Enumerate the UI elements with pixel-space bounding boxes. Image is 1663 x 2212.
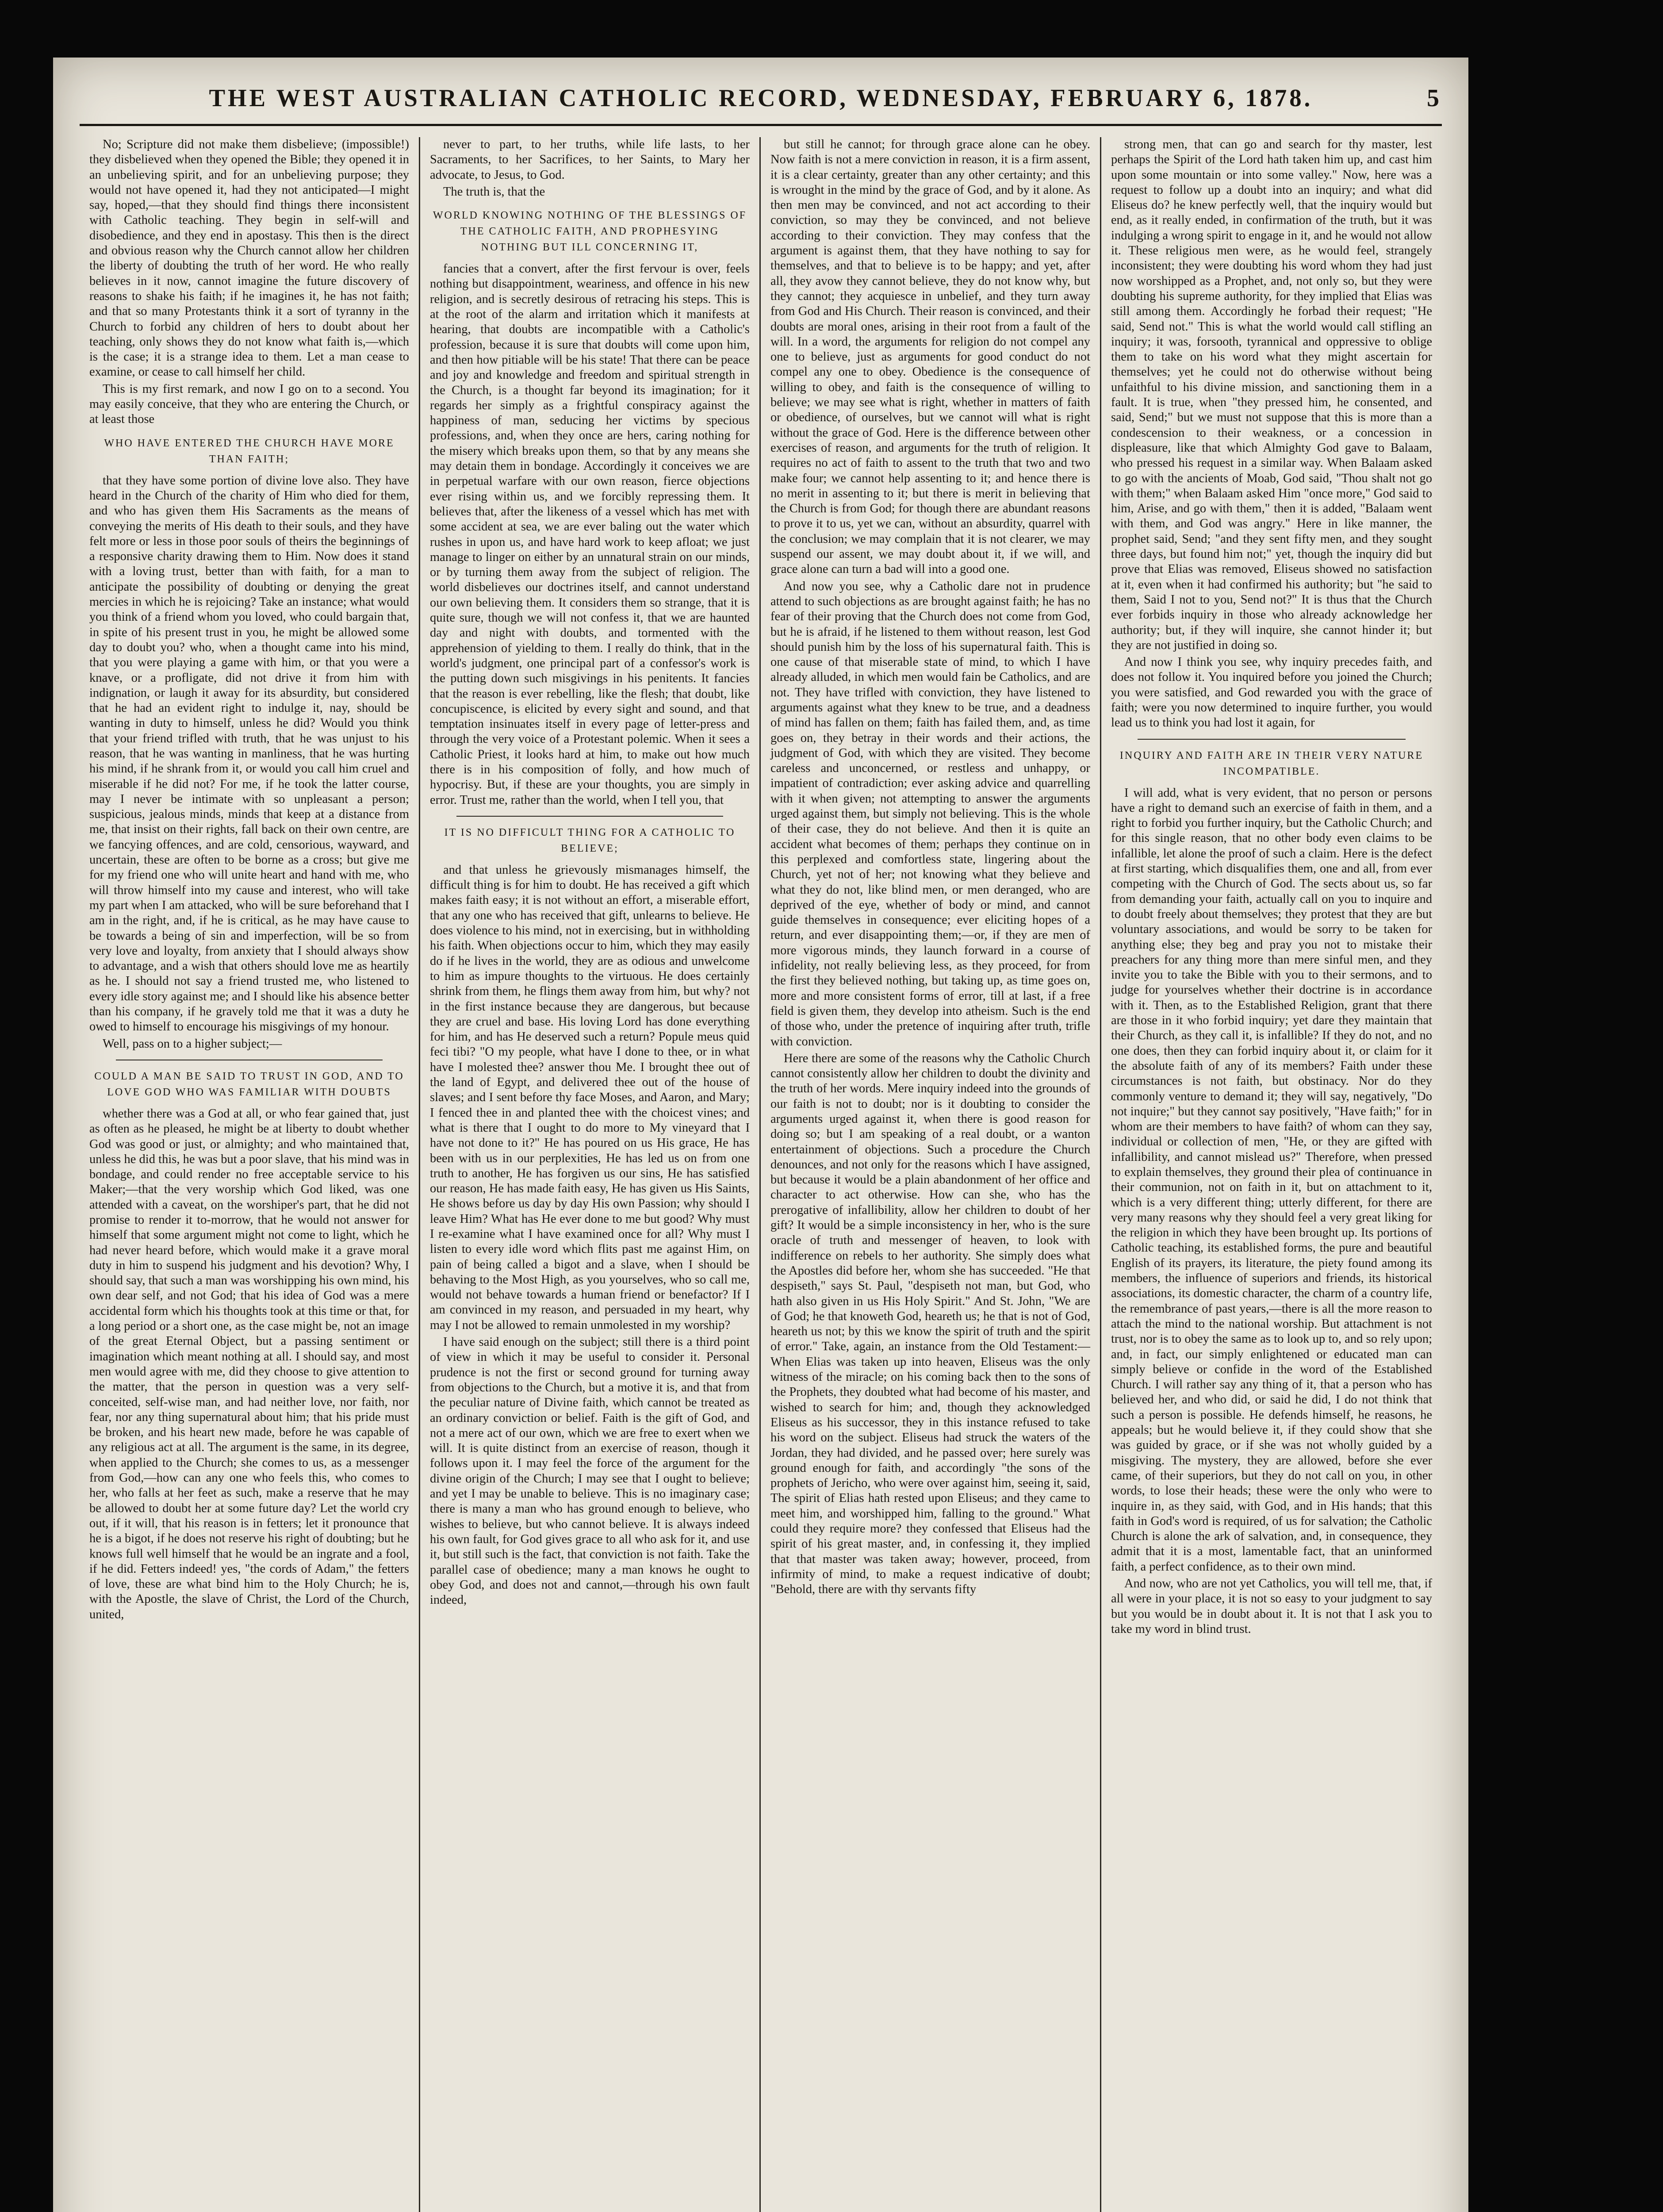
- column-rule: [1138, 739, 1406, 740]
- section-heading: WORLD KNOWING NOTHING OF THE BLESSINGS OF THE CATHOLIC FAITH, AND PROPHESYING NOTHING BUT ILL CONCERNING IT,: [433, 210, 747, 253]
- column-3: [761, 137, 1101, 2212]
- paragraph: The truth is, that the: [443, 184, 545, 199]
- page-number: 5: [1427, 84, 1442, 112]
- paragraph: Here there are some of the reasons why the Catholic Church cannot consistently allow her children to doubt the divinity and the truth of her words. Mere inquiry indeed into the grounds of our faith is not to doubt; nor is it doubting to consider the arguments urged against it, when there is good reason for doing so; but I am speaking of a real doubt, or a wanton entertainment of objections. Such a procedure the Church denounces, and not only for the reasons which I have assigned, but because it would be a plain abandonment of her office and character to act otherwise. How can she, who has the prerogative of infallibility, allow her children to doubt of her gift? It would be a simple inconsistency in her, who is the sure oracle of truth and messenger of heaven, to look with indifference on rebels to her authority. She simply does what the Apostles did before her, whom she has succeeded. "He that despiseth," says St. Paul, "despiseth not man, but God, who hath also given in us His Holy Spirit." And St. John, "We are of God; he that knoweth God, heareth us; he that is not of God, heareth us not; by this we know the spirit of truth and the spirit of error." Take, again, an instance from the Old Testament:—When Elias was taken up into heaven, Eliseus was the only witness of the miracle; on his coming back then to the sons of the Prophets, they doubted what had become of his master, and wished to search for him; and, though they acknowledged Eliseus as his successor, they in this instance refused to take his word on the subject. Eliseus had struck the waters of the Jordan, they had divided, and he passed over; here surely was ground enough for faith, and accordingly "the sons of the prophets of Jericho, who were over against him, seeing it, said, The spirit of Elias hath rested upon Eliseus; and they came to meet him, and worshipped him, falling to the ground." What could they require more? they confessed that Eliseus had the spirit of his great master, and, in confessing it, they implied that that master was taken away; however, proceed, from infirmity of mind, to make a request indicative of doubt; "Behold, there are with thy servants fifty: [770, 1051, 1090, 1597]
- paragraph: I will add, what is very evident, that no person or persons have a right to demand such an exercise of faith in them, and a right to forbid you further inquiry, but the Catholic Church; and for this single reason, that no other body even claims to be infallible, let alone the proof of such a claim. Here is the defect at first starting, which disqualifies them, one and all, from ever competing with the Church of God. The sects about us, so far from demanding your faith, actually call on you to inquire and to doubt freely about themselves; they protest that they are but voluntary associations, and would be sorry to be taken for anything else; they beg and pray you not to mistake their preachers for any thing more than mere sinful men, and they invite you to take the Bible with you to their sermons, and to judge for yourselves whether their doctrine is in accordance with it. Then, as to the Established Religion, grant that there are those in it who forbid inquiry; yet dare they maintain that their Church, as they call it, is infallible? If they do not, and no one does, then they can forbid inquiry about it, or claim for it the absolute faith of any of its members? Faith under these circumstances is not faith, but obstinacy. Nor do they commonly venture to demand it; they will say, negatively, "Do not inquire;" but they cannot say positively, "Have faith;" for in whom are their members to have faith? of whom can they say, individual or collection of men, "He, or they are gifted with infallibility, and cannot mislead us?" Therefore, when pressed to explain themselves, they ground their plea of continuance in their communion, not on faith in it, but on attachment to it, which is a very different thing; utterly different, for there are very many reasons why they should feel a very great liking for the religion in which they have been brought up. Its portions of Catholic teaching, its established forms, the pure and beautiful English of its prayers, its literature, the piety found among its members, the influence of superiors and friends, its historical associations, its domestic character, the charm of a country life, the remembrance of past years,—there is all the more reason to attach the mind to the national worship. But attachment is not trust, nor is to obey the same as to look up to, and so rely upon; and, in fact, our simply enlightened or educated man can simply believe or confide in the word of the Established Church. I will rather say any thing of it, that a person who has believed her, and who did, or said he did, I do not think that such a person is possible. He defends himself, he reasons, he appeals; but he would believe it, if they could show that she was guided by grace, or if she was not wholly guided by a misgiving. The mystery, they are allowed, before she ever came, of their superiors, but they do not call on you, in other words, to lose their heads; these were the only who were to inquire in, as they said, with God, and in His hands; that this faith in God's word is required, of us for salvation; the Catholic Church is alone the ark of salvation, and, in consequence, they admit that it is a most, lamentable fact, that an uninformed faith, a perfect confidence, as to their own mind.: [1111, 786, 1432, 1574]
- paragraph: And now, who are not yet Catholics, you will tell me, that, if all were in your place, it is not so easy to your judgment to say but you would be in doubt about it. It is not that I ask you to take my word in blind trust.: [1111, 1577, 1432, 1636]
- paragraph: whether there was a God at all, or who fear gained that, just as often as he pleased, he might be at liberty to doubt whether God was good or just, or almighty; and who maintained that, unless he did this, he was but a poor slave, that his mind was in bondage, and could render no free acceptable service to his Maker;—that the very worship which God liked, was one attended with a caveat, on the worshiper's part, that he did not promise to render it to-morrow, that he would not answer for himself that some argument might not come to light, which he had never heard before, which would make it a grave moral duty in him to suspend his judgment and his devotion? Why, I should say, that such a man was worshipping his own mind, his own dear self, and not God; that his idea of God was a mere accidental form which his thoughts took at this time or that, for a long period or a short one, as the case might be, not an image of the great Eternal Object, but a passing sentiment or imagination which meant nothing at all. I should say, and most men would agree with me, did they choose to give attention to the matter, that the person in question was a very self-conceited, self-wise man, and had neither love, nor faith, nor fear, nor any thing supernatural about him; that his pride must be broken, and his heart new made, before he was capable of any religious act at all. The argument is the same, in its degree, when applied to the Church; she comes to us, as a messenger from God,—how can any one who feels this, who comes to her, who falls at her feet as such, make a reserve that he may be allowed to doubt her at some future day? Let the world cry out, if it will, that his reason is in fetters; let it pronounce that he is a bigot, if he does not reserve his right of doubting; but he knows full well himself that he would be an ingrate and a fool, if he did. Fetters indeed! yes, "the cords of Adam," the fetters of love, these are what bind him to the Holy Church; he is, with the Apostle, the slave of Christ, the Lord of the Church, united,: [89, 1106, 409, 1621]
- paragraph: and that unless he grievously mismanages himself, the difficult thing is for him to doubt. He has received a gift which makes faith easy; it is not without an effort, a miserable effort, that any one who has received that gift, unlearns to believe. He does violence to his mind, not in exercising, but in withholding his faith. When objections occur to him, which they may easily do if he lives in the world, they are as odious and unwelcome to him as impure thoughts to the virtuous. He does certainly shrink from them, he flings them away from him, but why? not in the first instance because they are dangerous, but because they are cruel and base. His loving Lord has done everything for him, and has He deserved such a return? Popule meus quid feci tibi? "O my people, what have I done to thee, or in what have I molested thee? answer thou Me. I brought thee out of the land of Egypt, and delivered thee out of the house of slaves; and I sent before thy face Moses, and Aaron, and Mary; I fenced thee in and planted thee with the choicest vines; and what is there that I ought to do more to My vineyard that I have not done to it?" He has poured on us His grace, He has been with us in our perplexities, He has led us on from one truth to another, He has forgiven us our sins, He has satisfied our reason, He has made faith easy, He has given us His Saints, He shows before us day by day His own Passion; why should I leave Him? What has He ever done to me but good? Why must I re-examine what I have examined once for all? Why must I listen to every idle word which flits past me against Him, on pain of being called a bigot and a slave, when I should be behaving to the Most High, as you yourselves, who so call me, would not behave towards a human friend or benefactor? If I am convinced in my reason, and persuaded in my heart, why may I not be allowed to remain unmolested in my worship?: [430, 863, 750, 1332]
- paragraph: but still he cannot; for through grace alone can he obey. Now faith is not a mere conviction in reason, it is a firm assent, it is a clear certainty, greater than any other certainty; and this is wrought in the mind by the grace of God, and by it alone. As then men may be convinced, and not act according to their conviction, so may they be convinced, and not believe according to their conviction. They may confess that the argument is against them, that they have nothing to say for themselves, and that to believe is to be happy; and yet, after all, they avow they cannot believe, they do not know why, but they cannot; they acquiesce in unbelief, and they turn away from God and His Church. Their reason is convinced, and their doubts are moral ones, arising in their root from a fault of the will. In a word, the arguments for religion do not compel any one to believe, just as arguments for good conduct do not compel any one to obey. Obedience is the consequence of willing to obey, and faith is the consequence of willing to believe; we may see what is right, whether in matters of faith or obedience, of ourselves, but we cannot will what is right without the grace of God. Here is the difference between other exercises of reason, and arguments for the truth of religion. It requires no act of faith to assent to the truth that two and two make four; we cannot help assenting to it; and hence there is no merit in assenting to it; but there is merit in believing that the Church is from God; for though there are abundant reasons to prove it to us, yet we can, without an absurdity, quarrel with the conclusion; we may complain that it is not clearer, we may suspend our assent, we may doubt about it, if we will, and grace alone can turn a bad will into a good one.: [770, 138, 1090, 576]
- paragraph: And now I think you see, why inquiry precedes faith, and does not follow it. You inquired before you joined the Church; you were satisfied, and God rewarded you with the grace of faith; were you now determined to inquire further, you would lead us to think you had lost it again, for: [1111, 655, 1432, 730]
- section-heading: WHO HAVE ENTERED THE CHURCH HAVE MORE THAN FAITH;: [104, 437, 395, 465]
- paragraph: that they have some portion of divine love also. They have heard in the Church of the charity of Him who died for them, and who has given them His Sacraments as the means of conveying the merits of His death to their souls, and they have felt more or less in those poor souls of theirs the beginnings of a responsive charity drawing them to Him. Now does it stand with a loving trust, better than with faith, for a man to anticipate the possibility of doubting or denying the great mercies in which he is rejoicing? Take an instance; what would you think of a friend whom you loved, who could bargain that, in spite of his present trust in you, he might be allowed some day to doubt you? who, when a thought came into his mind, that you were playing a game with him, or that you were a knave, or a profligate, did not drive it from him with indignation, or laugh it away for its absurdity, but considered that he had an evident right to indulge it, nay, should be wanting in duty to himself, unless he did? Would you think that your friend trifled with truth, that he was unjust to his reason, that he was wanting in manliness, that he was hurting his mind, if he shrank from it, or would you call him cruel and miserable if he did not? For me, if he took the latter course, may I never be intimate with so unpleasant a person; suspicious, jealous minds, minds that keep at a distance from me, that insist on their rights, fall back on their own centre, are we fancying offences, and are cold, censorious, wayward, and uncertain, these are often to be borne as a cross; but give me for my friend one who will unite heart and hand with me, who will throw himself into my cause and interest, who will take my part when I am attacked, who will be sure beforehand that I am in the right, and, if he is critical, as he may have cause to be towards a being of sin and imperfection, will be so from very love and loyalty, from anxiety that I should always show to advantage, and a wish that others should love me as heartily as he. I should not say a friend trusted me, who listened to every idle story against me; and I should like his absence better than his company, if he gravely told me that it was a duty he owed to himself to encourage his misgivings of my honour.: [89, 473, 409, 1034]
- paragraph: No; Scripture did not make them disbelieve; (impossible!) they disbelieved when they opened the Bible; they opened it in an unbelieving spirit, and for an unbelieving purpose; they would not have opened it, had they not anticipated—I might say, hoped,—that they should find things there inconsistent with Catholic teaching. They begin in self-will and disobedience, and they end in apostasy. This then is the direct and obvious reason why the Church cannot allow her children the liberty of doubting the truth of her word. He who really believes in it now, cannot imagine the future discovery of reasons to shake his faith; if he imagines it, he has not faith; and that so many Protestants think it a sort of tyranny in the Church to forbid any children of hers to doubt about her teaching, only shows they do not know what faith is,—which is the case; it is a strange idea to them. Let a man cease to examine, or cease to call himself her child.: [89, 138, 409, 379]
- article-columns: [80, 137, 1442, 2212]
- column-2: [420, 137, 761, 2212]
- column-4: [1101, 137, 1442, 2212]
- paragraph: This is my first remark, and now I go on to a second. You may easily conceive, that they who are entering the Church, or at least those: [89, 382, 409, 426]
- masthead: [80, 84, 1442, 126]
- paragraph: Well, pass on to a higher subject;—: [103, 1037, 282, 1051]
- column-1: [80, 137, 420, 2212]
- newspaper-page: [53, 58, 1468, 2212]
- section-heading: IT IS NO DIFFICULT THING FOR A CATHOLIC TO BELIEVE;: [444, 826, 736, 854]
- column-rule: [456, 816, 723, 817]
- paragraph: strong men, that can go and search for thy master, lest perhaps the Spirit of the Lord hath taken him up, and cast him upon some mountain or into some valley." Now, here was a request to follow up a doubt into an inquiry; and what did Eliseus do? he knew perfectly well, that the inquiry would but end, as it really ended, in confirmation of the truth, but it was indulging a wrong spirit to engage in it, and he would not allow it. These religious men were, as he would feel, strangely inconsistent; they were doubting his word whom they had just now worshipped as a Prophet, and, not only so, but they were doubting his supreme authority, for they implied that Elias was still among them. Accordingly he forbad their request; "He said, Send not." This is what the world would call stifling an inquiry; it was, forsooth, tyrannical and oppressive to oblige them to take on his word what they might ascertain for themselves; yet he could not do otherwise without being unfaithful to his divine mission, and sanctioning them in a fault. It is true, when "they pressed him, he consented, and said, Send;" but we must not suppose that this is more than a condescension to their weakness, or a concession in displeasure, like that which Almighty God gave to Balaam, who pressed his request in a similar way. When Balaam asked to go with the ancients of Moab, God said, "Thou shalt not go with them;" when Balaam asked Him "once more," God said to him, Arise, and go with them," then it is added, "Balaam went with them, and God was angry." Here in like manner, the prophet said, Send; "and they sent fifty men, and they sought three days, but found him not;" yet, though the inquiry did but prove that Elias was removed, Eliseus showed no satisfaction at it, even when it had confirmed his authority; but "he said to them, Said I not to you, Send not?" It is thus that the Church ever forbids inquiry in those who already acknowledge her authority; but, if they will inquire, she cannot hinder it; but they are not justified in doing so.: [1111, 138, 1432, 652]
- paragraph: fancies that a convert, after the first fervour is over, feels nothing but disappointment, weariness, and offence in his new religion, and is secretly desirous of retracing his steps. This is at the root of the alarm and irritation which it manifests at hearing, that doubts are incompatible with a Catholic's profession, because it is sure that doubts will come upon him, and then how pitiable will be his state! That there can be peace and joy and knowledge and freedom and spiritual strength in the Church, is a thought far beyond its imagination; for it regards her simply as a frightful conspiracy against the happiness of man, seducing her victims by specious professions, and, when they once are hers, caring nothing for the misery which breaks upon them, so that by any means she may detain them in bondage. Accordingly it conceives we are in perpetual warfare with our own reason, fierce objections ever rising within us, and we forcibly repressing them. It believes that, after the likeness of a vessel which has met with some accident at sea, we are ever baling out the water which rushes in upon us, and have hard work to keep afloat; we just manage to linger on either by an unnatural strain on our minds, or by turning them away from the subject of religion. The world disbelieves our doctrines itself, and cannot understand our own believing them. It considers them so strange, that it is quite sure, though we will not confess it, that we are haunted day and night with doubts, and tormented with the apprehension of yielding to them. I really do think, that in the world's judgment, one principal part of a confessor's work is the putting down such misgivings in his penitents. It fancies that the reason is ever rebelling, like the flesh; that doubt, like concupiscence, is elicited by every sight and sound, and that temptation insinuates itself in every page of letter-press and through the very voice of a Protestant polemic. When it sees a Catholic Priest, it looks hard at him, to make out how much there is in his composition of folly, and how much of hypocrisy. But, if these are your thoughts, you are simply in error. Trust me, rather than the world, when I tell you, that: [430, 262, 750, 807]
- paragraph: I have said enough on the subject; still there is a third point of view in which it may be useful to consider it. Personal prudence is not the first or second ground for turning away from objections to the Church, but a motive it is, and that from the peculiar nature of Divine faith, which cannot be treated as an ordinary conviction or belief. Faith is the gift of God, and not a mere act of our own, which we are free to exert when we will. It is quite distinct from an exercise of reason, though it follows upon it. I may feel the force of the argument for the divine origin of the Church; I may see that I ought to believe; and yet I may be unable to believe. This is no imaginary case; there is many a man who has ground enough to believe, who wishes to believe, but who cannot believe. It is always indeed his own fault, for God gives grace to all who ask for it, and use it, but still such is the fact, that conviction is not faith. Take the parallel case of obedience; many a man knows he ought to obey God, and does not and cannot,—through his own fault indeed,: [430, 1335, 750, 1607]
- section-heading: INQUIRY AND FAITH ARE IN THEIR VERY NATURE INCOMPATIBLE.: [1119, 749, 1424, 777]
- masthead-title: THE WEST AUSTRALIAN CATHOLIC RECORD, WEDNESDAY, FEBRUARY 6, 1878.: [209, 84, 1313, 112]
- section-heading: COULD A MAN BE SAID TO TRUST IN GOD, AND TO LOVE GOD WHO WAS FAMILIAR WITH DOUBTS: [94, 1070, 404, 1098]
- paragraph: And now you see, why a Catholic dare not in prudence attend to such objections as are brought against faith; he has no fear of their proving that the Church does not come from God, but he is afraid, if he listened to them without reason, lest God should punish him by the loss of his supernatural faith. This is one cause of that miserable state of mind, to which I have already alluded, in which men would fain be Catholics, and are not. They have trifled with conviction, they have listened to arguments against what they knew to be true, and a deadness of mind has fallen on them; faith has failed them, and, as time goes on, they betray in their words and their actions, the judgment of God, with which they are visited. They become careless and unconcerned, or restless and unhappy, or impatient of contradiction; ever asking advice and quarrelling with it when given; not attempting to answer the arguments urged against them, but simply not believing. This is the whole of their case, they do not believe. And then it is quite an accident what becomes of them; perhaps they continue on in this perplexed and comfortless state, lingering about the Church, yet not of her; not knowing what they believe and what they do not, like blind men, or men deranged, who are deprived of the eye, whether of body or mind, and cannot guide themselves in consequence; ever eliciting hopes of a return, and ever disappointing them;—or, if they are men of more vigorous minds, they launch forward in a course of infidelity, not really believing less, as they proceed, for from the first they believed nothing, but taking up, as time goes on, more and more consistent forms of error, till at last, if a free field is given them, they develop into atheism. Such is the end of those who, under the pretence of inquiring after truth, trifle with conviction.: [770, 579, 1090, 1048]
- paragraph: never to part, to her truths, while life lasts, to her Sacraments, to her Sacrifices, to her Saints, to Mary her advocate, to Jesus, to God.: [430, 138, 750, 182]
